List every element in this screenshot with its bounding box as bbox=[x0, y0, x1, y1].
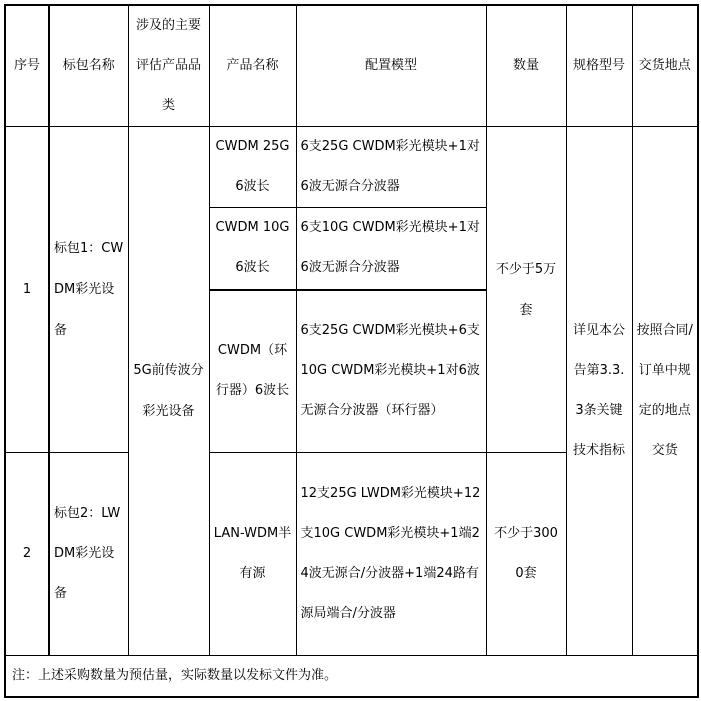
row1-config-1: 6支25G CWDM彩光模块+1对6波无源合分波器 bbox=[296, 127, 486, 208]
header-config: 配置模型 bbox=[296, 5, 486, 127]
row1-package: 标包1：CWDM彩光设备 bbox=[49, 127, 128, 453]
spec-cell: 详见本公告第3.3.3条关键技术指标 bbox=[566, 127, 632, 656]
row2-quantity: 不少于3000套 bbox=[486, 453, 566, 656]
header-row bbox=[5, 5, 698, 127]
row1-config-3: 6支25G CWDM彩光模块+6支10G CWDM彩光模块+1对6波无源合分波器（环行器） bbox=[296, 290, 486, 453]
note-row bbox=[5, 656, 698, 698]
header-product: 产品名称 bbox=[209, 5, 296, 127]
procurement-table bbox=[4, 4, 699, 698]
header-spec: 规格型号 bbox=[566, 5, 632, 127]
delivery-cell: 按照合同/订单中规定的地点交货 bbox=[632, 127, 698, 656]
row1-product-2: CWDM 10G 6波长 bbox=[209, 208, 296, 290]
row1-product-3: CWDM（环行器）6波长 bbox=[209, 290, 296, 453]
header-seq: 序号 bbox=[5, 5, 49, 127]
row1-seq: 1 bbox=[5, 127, 49, 453]
category-cell: 5G前传波分彩光设备 bbox=[128, 127, 209, 656]
footnote: 注：上述采购数量为预估量，实际数量以发标文件为准。 bbox=[5, 656, 698, 698]
header-delivery: 交货地点 bbox=[632, 5, 698, 127]
table-row bbox=[5, 127, 698, 208]
row2-config: 12支25G LWDM彩光模块+12支10G CWDM彩光模块+1端24波无源合/分波器+1端24路有源局端合/分波器 bbox=[296, 453, 486, 656]
row1-quantity: 不少于5万套 bbox=[486, 127, 566, 453]
row2-seq: 2 bbox=[5, 453, 49, 656]
row2-product: LAN-WDM半有源 bbox=[209, 453, 296, 656]
row2-package: 标包2：LWDM彩光设备 bbox=[49, 453, 128, 656]
row1-product-1: CWDM 25G 6波长 bbox=[209, 127, 296, 208]
header-quantity: 数量 bbox=[486, 5, 566, 127]
row1-config-2: 6支10G CWDM彩光模块+1对6波无源合分波器 bbox=[296, 208, 486, 290]
header-package: 标包名称 bbox=[49, 5, 128, 127]
header-category: 涉及的主要评估产品品类 bbox=[128, 5, 209, 127]
